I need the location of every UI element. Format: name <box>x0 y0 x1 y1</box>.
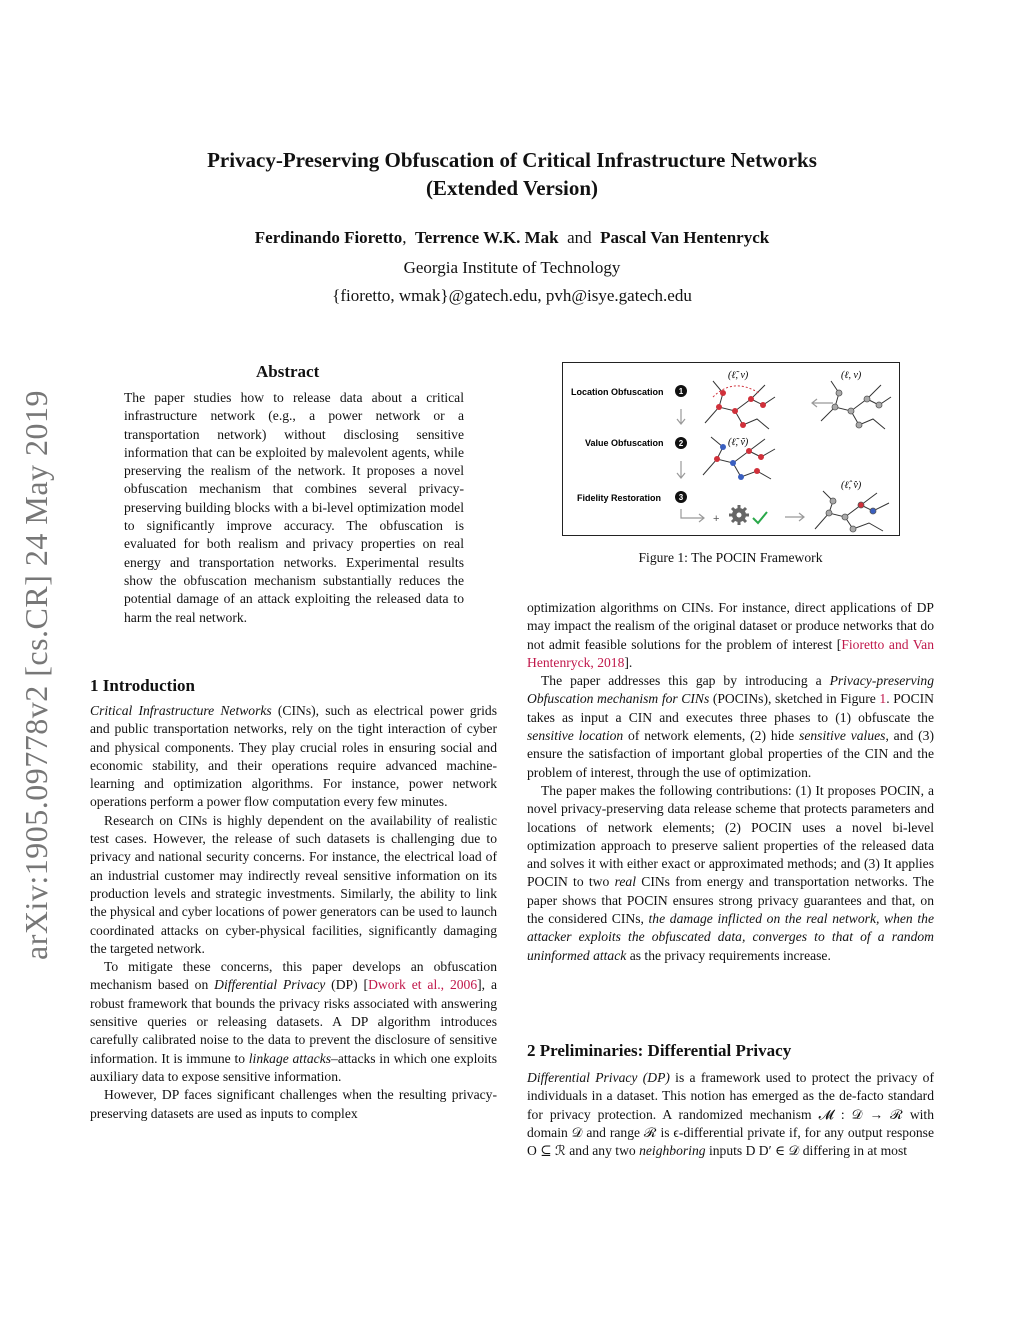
citation-link[interactable]: Fioretto and Van Hentenryck, 2018 <box>527 636 934 670</box>
left-arrow-icon <box>812 399 833 407</box>
section-heading-preliminaries: 2 Preliminaries: Differential Privacy <box>527 1041 792 1060</box>
step1-label: Location Obfuscation <box>571 387 664 397</box>
svg-text:1: 1 <box>678 387 684 396</box>
step2-label: Value Obfuscation <box>585 438 664 448</box>
abstract-heading: Abstract <box>256 362 320 381</box>
plus-sign: + <box>713 513 720 525</box>
arxiv-identifier: arXiv:1905.09778v2 [cs.CR] 24 May 2019 <box>18 389 54 960</box>
figure-caption: Figure 1: The POCIN Framework <box>638 550 823 565</box>
pocin-framework-figure <box>562 362 900 536</box>
figure-drawing <box>563 363 899 535</box>
svg-text:(ℓ̂, v̂): (ℓ̂, v̂) <box>841 480 862 491</box>
author-name: Pascal Van Hentenryck <box>600 228 770 247</box>
paragraph: Critical Infrastructure Networks (CINs), such as electrical power grids and public transportation networks, rely on the tight interaction of cyber and physical components. They play crucial roles in ensuring social and economic stability, and their operations require advanced machine-learning and optimization algorithms. For instance, power network operations perform a power flow computation every few minutes. <box>90 703 498 810</box>
citation-link[interactable]: Dwork et al., 2006 <box>368 977 478 993</box>
paper-title: Privacy-Preserving Obfuscation of Critical Infrastructure Networks (Extended Version) <box>207 148 817 200</box>
author-name: Terrence W.K. Mak <box>415 228 559 247</box>
author-name: Ferdinando Fioretto <box>254 228 403 247</box>
paragraph: To mitigate these concerns, this paper develops an obfuscation mechanism based on Differential Privacy (DP) [Dwork et al., 2006], a robust framework that bounds the privacy risks associated with answering sensitive queries or releasing datasets. A DP algorithm introduces carefully calibrated noise to the data to prevent the disclosure of sensitive information. It is immune to linkage attacks–attacks in which one exploits auxiliary data to expose sensitive information. <box>90 959 498 1084</box>
abstract-text: The paper studies how to release data about a critical infrastructure network (e.g., a power network or a transportation network) without disclosing sensitive information that can be exploited by malevolent agents, while preserving the realism of the network. It proposes a novel obfuscation mechanism that combines several privacy-preserving building blocks with a bi-level optimization model to significantly improve accuracy. The obfuscation is evaluated for both realism and privacy properties on real energy and transportation networks. Experimental results show the obfuscation mechanism substantially reduces the potential damage of an attack exploiting the released data to harm the real network. <box>124 390 464 625</box>
left-column-body <box>90 702 497 1123</box>
down-arrow-icons <box>677 409 704 522</box>
svg-text:(ℓ̃, v): (ℓ̃, v) <box>728 370 749 381</box>
step3-label: Fidelity Restoration <box>577 493 662 503</box>
svg-text:2: 2 <box>678 439 684 448</box>
paragraph: optimization algorithms on CINs. For instance, direct applications of DP may impact the realism of the original dataset or produce networks that do not admit feasible solutions for the problem of interest [Fioretto and Van Hentenryck, 2018]. <box>527 600 934 670</box>
svg-text:(ℓ, v): (ℓ, v) <box>841 370 862 381</box>
figure-ref-link[interactable]: 1 <box>879 691 887 707</box>
paragraph: However, DP faces significant challenges when the resulting privacy-preserving datasets are used as inputs to complex <box>90 1087 497 1121</box>
right-column-body <box>527 599 934 965</box>
paragraph: The paper makes the following contributions: (1) It proposes POCIN, a novel privacy-preserving data release scheme that protects parameters and locations of network elements; (2) POCIN uses a novel bi-level optimization approach to preserve salient properties of the released data and solves it with either exact or approximated methods; and (3) It applies POCIN to two real CINs from energy and transportation networks. The paper shows that POCIN ensures strong privacy guarantees and that, on the considered CINs, the damage inflicted on the real network, when the attacker exploits the obfuscated data, converges to that of a random uninformed attack as the privacy requirements increase. <box>527 782 935 963</box>
gear-icon <box>729 505 749 525</box>
paragraph: Research on CINs is highly dependent on the availability of realistic test cases. However, the release of such datasets is challenging due to privacy and national security concerns. For instance, the electrical load of an industrial customer may indirectly reveal sensitive information on its production levels and strategic investments. Similarly, the ability to link the physical and cyber locations of power generators can be used to launch coordinated attacks on cyber-physical facilities, significantly damaging the targeted network. <box>90 812 497 956</box>
paragraph: The paper addresses this gap by introducing a Privacy-preserving Obfuscation mechanism for CINs (POCINs), sketched in Figure 1. POCIN takes as input a CIN and executes three phases to (1) obfuscate the sensitive location of network elements, (2) hide sensitive values, and (3) ensure the satisfaction of important global properties of the CIN and the problem of interest, through the use of optimization. <box>527 673 934 780</box>
author-list: Ferdinando Fioretto, Terrence W.K. Mak and Pascal Van Hentenryck <box>254 228 770 247</box>
paragraph: Differential Privacy (DP) is a framework used to protect the privacy of individuals in a dataset. This notion has emerged as the de-facto standard for privacy protection. A randomized mechanism 𝓜 : 𝒟 → ℛ with domain 𝒟 and range ℛ is ϵ-differential private if, for any output response O ⊆ ℛ and any two neighboring inputs D D′ ∈ 𝒟 differing in at most <box>527 1070 934 1159</box>
author-emails: {fioretto, wmak}@gatech.edu, pvh@isye.gatech.edu <box>332 286 692 305</box>
check-icon <box>753 512 767 523</box>
restored-network <box>815 491 889 531</box>
preliminaries-body <box>527 1069 934 1160</box>
svg-text:3: 3 <box>678 493 684 502</box>
section-heading-introduction: 1 Introduction <box>90 676 196 695</box>
svg-text:(ℓ̃, ṽ): (ℓ̃, ṽ) <box>728 437 749 448</box>
affiliation: Georgia Institute of Technology <box>403 258 621 277</box>
right-arrow-icon <box>785 513 804 521</box>
